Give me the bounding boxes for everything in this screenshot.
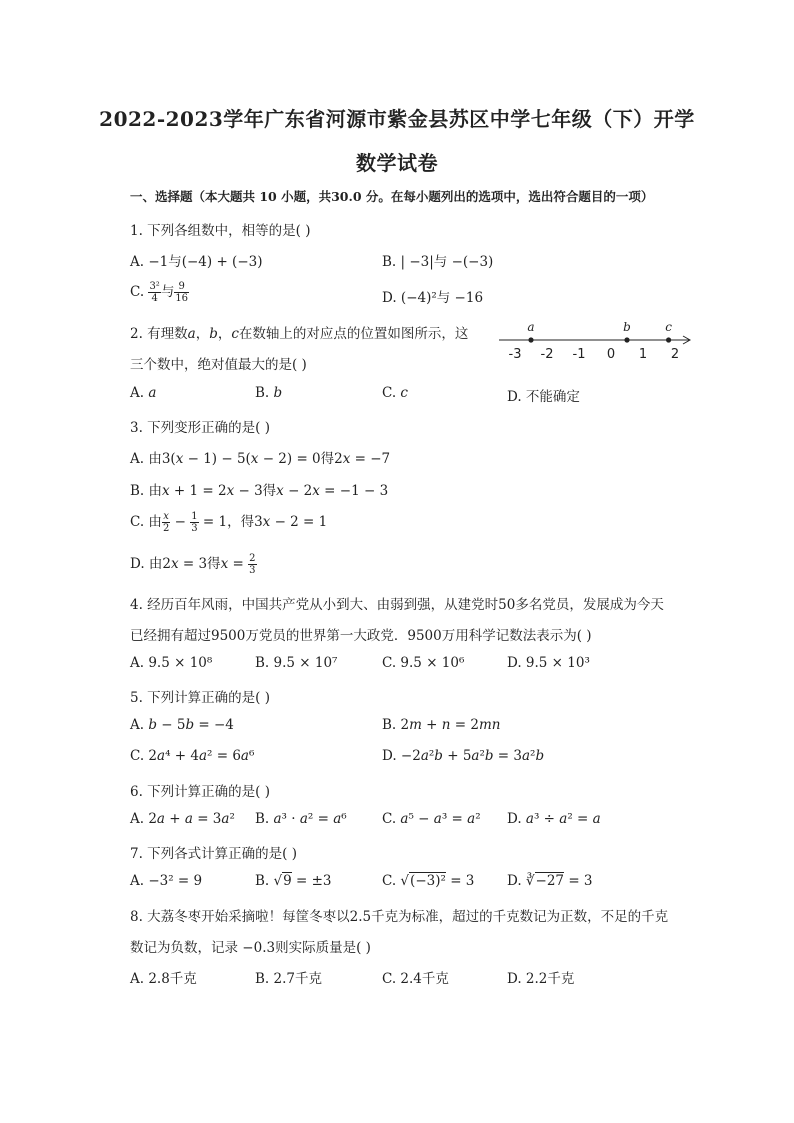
q2-option-b: B. 𝑏	[255, 385, 283, 401]
q2-option-d: D. 不能确定	[507, 389, 580, 405]
q7-c-suffix: = 3	[445, 873, 475, 889]
q4-stem-line2: 已经拥有超过9500万党员的世界第一大政党．9500万用科学记数法表示为( )	[130, 628, 592, 644]
q1-c-f2-den: 16	[175, 293, 189, 304]
number-line-point-label-b: b	[623, 320, 631, 334]
number-line-tick-label: 1	[638, 347, 648, 362]
number-line-tick-label: 0	[606, 347, 616, 362]
q6-option-b: B. 𝑎³ · 𝑎² = 𝑎⁶	[255, 811, 347, 827]
q3-option-c	[130, 510, 327, 534]
q3-d-f-num: 2	[249, 553, 256, 564]
q7-option-a: A. −3² = 9	[130, 873, 203, 889]
q3-c-fraction-2	[190, 511, 198, 534]
q4-option-c: C. 9.5 × 10⁶	[382, 655, 465, 671]
q4-stem-line1: 4. 经历百年风雨，中国共产党从小到大、由弱到强，从建党时50多名党员，发展成为今天	[130, 597, 664, 613]
q3-d-fraction	[248, 553, 256, 576]
q7-option-d	[507, 873, 593, 889]
exam-title-line2: 数学试卷	[356, 151, 438, 175]
q7-b-suffix: = ±3	[291, 873, 332, 889]
q5-option-b: B. 2𝑚 + 𝑛 = 2𝑚𝑛	[382, 717, 501, 733]
q7-option-b	[255, 873, 332, 889]
q6-option-d: D. 𝑎³ ÷ 𝑎² = 𝑎	[507, 811, 601, 827]
q1-stem: 1. 下列各组数中，相等的是( )	[130, 223, 311, 239]
number-line-tick-label: -2	[540, 347, 554, 362]
number-line-tick-label: -3	[508, 347, 522, 362]
q3-stem: 3. 下列变形正确的是( )	[130, 420, 270, 436]
q1-c-mid: 与	[160, 284, 175, 300]
q1-c-f2-num: 9	[174, 281, 189, 293]
exam-title-line1: 2022-2023学年广东省河源市紫金县苏区中学七年级（下）开学	[99, 107, 695, 131]
q7-stem: 7. 下列各式计算正确的是( )	[130, 846, 297, 862]
q1-c-f1-den: 4	[151, 293, 158, 304]
q1-option-b: B. | −3|与 −(−3)	[382, 254, 494, 270]
q7-c-prefix: C. √	[382, 873, 410, 889]
q8-option-a: A. 2.8千克	[130, 971, 197, 987]
q4-option-d: D. 9.5 × 10³	[507, 655, 590, 671]
q3-c-f1-num: 𝑥	[163, 511, 169, 522]
q3-c-f2-num: 1	[191, 511, 198, 522]
q1-c-prefix: C.	[130, 284, 149, 300]
q3-d-prefix: D. 由2𝑥 = 3得𝑥 =	[130, 556, 249, 572]
number-line-point-label-c: c	[665, 320, 672, 334]
q3-option-a: A. 由3(𝑥 − 1) − 5(𝑥 − 2) = 0得2𝑥 = −7	[130, 451, 391, 467]
q8-option-b: B. 2.7千克	[255, 971, 322, 987]
q3-option-d	[130, 552, 257, 576]
number-line-point-label-a: a	[527, 320, 535, 334]
q3-c-f1-den: 2	[162, 523, 170, 534]
q2-stem-line2: 三个数中，绝对值最大的是( )	[130, 357, 307, 373]
q1-option-d: D. (−4)²与 −16	[382, 290, 484, 306]
number-line-figure	[495, 318, 695, 362]
number-line-tick-label: -1	[572, 347, 586, 362]
q1-c-f1-num: 3²	[149, 281, 160, 292]
q3-c-prefix: C. 由	[130, 514, 162, 530]
q7-d-suffix: = 3	[564, 873, 593, 889]
q3-c-minus: −	[170, 514, 191, 530]
q7-d-prefix: D. ∛	[507, 873, 535, 889]
q3-c-suffix: = 1，得3𝑥 − 2 = 1	[198, 514, 328, 530]
q6-option-a: A. 2𝑎 + 𝑎 = 3𝑎²	[130, 811, 235, 827]
q7-option-c	[382, 873, 474, 889]
q7-c-radicand: (−3)²	[410, 873, 446, 889]
q6-stem: 6. 下列计算正确的是( )	[130, 784, 270, 800]
number-line-point-c	[666, 337, 671, 342]
q2-option-c: C. 𝑐	[382, 385, 408, 401]
q8-stem-line1: 8. 大荔冬枣开始采摘啦！每筐冬枣以2.5千克为标准，超过的千克数记为正数，不足的千克	[130, 909, 669, 925]
q5-option-c: C. 2𝑎⁴ + 4𝑎² = 6𝑎⁶	[130, 748, 255, 764]
q8-option-d: D. 2.2千克	[507, 971, 575, 987]
q8-stem-line2: 数记为负数，记录 −0.3则实际质量是( )	[130, 940, 371, 956]
q6-option-c: C. 𝑎⁵ − 𝑎³ = 𝑎²	[382, 811, 481, 827]
q5-option-d: D. −2𝑎²𝑏 + 5𝑎²𝑏 = 3𝑎²𝑏	[382, 748, 545, 764]
q7-d-radicand: −27	[535, 873, 565, 889]
q8-option-c: C. 2.4千克	[382, 971, 449, 987]
q7-b-prefix: B. √	[255, 873, 283, 889]
number-line-tick-label: 2	[670, 347, 680, 362]
q1-c-fraction-1	[148, 281, 160, 304]
number-line-point-b	[624, 337, 629, 342]
q5-option-a: A. 𝑏 − 5𝑏 = −4	[130, 717, 234, 733]
q3-d-f-den: 3	[249, 565, 256, 576]
q1-option-a: A. −1与(−4) + (−3)	[130, 254, 263, 270]
section-heading: 一、选择题（本大题共 10 小题，共30.0 分。在每小题列出的选项中，选出符合题目的一项）	[130, 189, 654, 204]
q2-option-a: A. 𝑎	[130, 385, 157, 401]
q2-stem-line1: 2. 有理数𝑎，𝑏，𝑐在数轴上的对应点的位置如图所示，这	[130, 326, 469, 342]
q7-b-radicand: 9	[283, 873, 292, 889]
number-line-point-a	[528, 337, 533, 342]
q4-option-a: A. 9.5 × 10⁸	[130, 655, 213, 671]
q1-option-c	[130, 280, 189, 304]
q5-stem: 5. 下列计算正确的是( )	[130, 690, 270, 706]
q3-c-f2-den: 3	[191, 523, 198, 534]
q1-c-fraction-2	[174, 281, 189, 304]
q4-option-b: B. 9.5 × 10⁷	[255, 655, 338, 671]
q3-option-b: B. 由𝑥 + 1 = 2𝑥 − 3得𝑥 − 2𝑥 = −1 − 3	[130, 483, 389, 499]
